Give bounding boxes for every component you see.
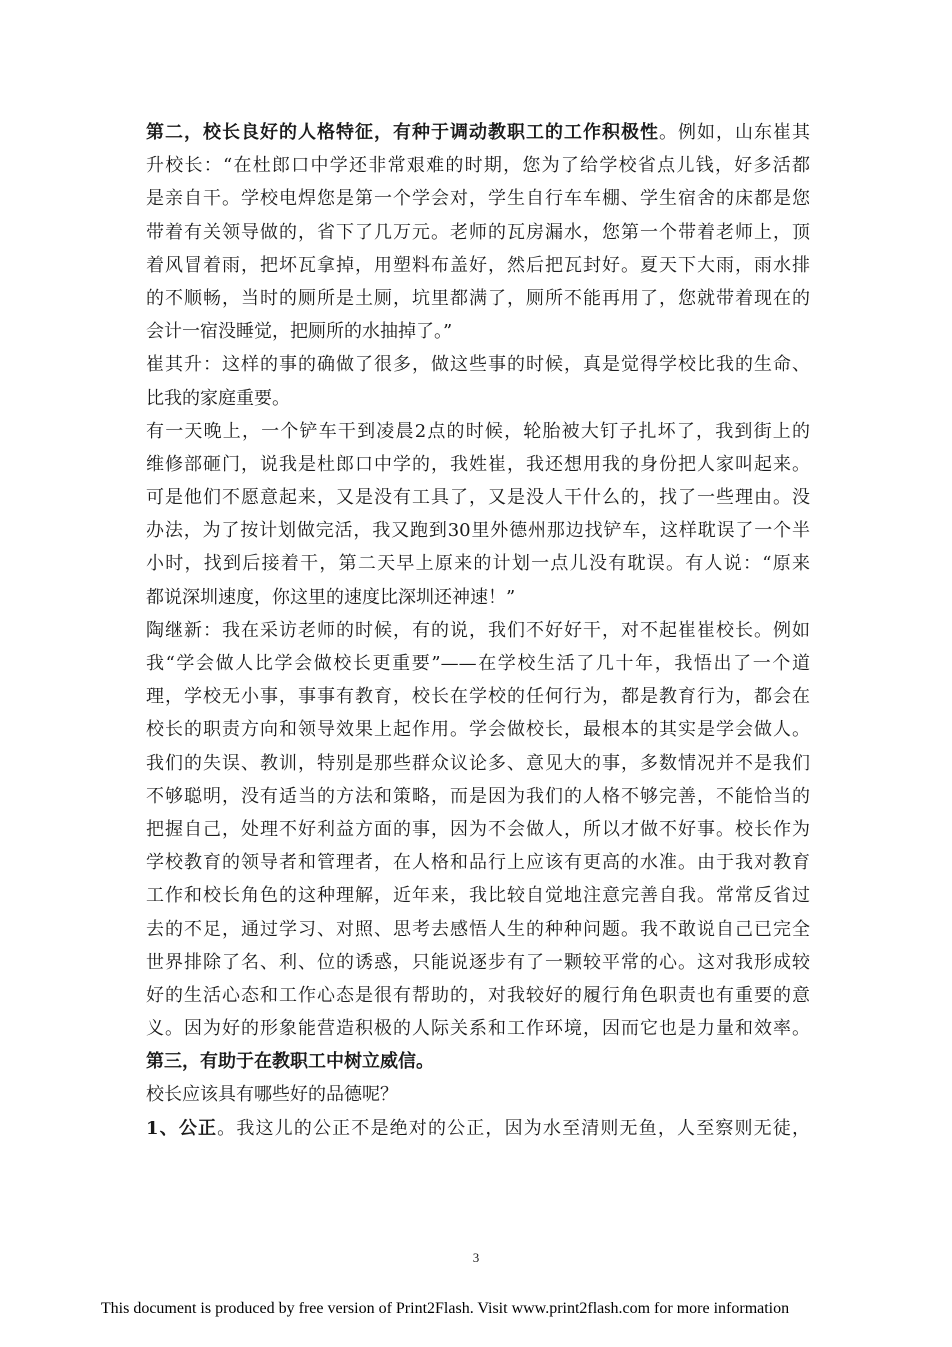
text-line (146, 846, 810, 879)
text-line (146, 680, 810, 713)
text-line (146, 216, 810, 249)
text-line (146, 1112, 810, 1145)
text-segment: 把握自己，处理不好利益方面的事，因为不会做人，所以才做不好事。校长作为 (146, 818, 810, 840)
text-line (146, 879, 810, 912)
text-segment: 崔其升：这样的事的确做了很多，做这些事的时候，真是觉得学校比我的生命、 (146, 354, 810, 376)
text-segment: 带着有关领导做的，省下了几万元。老师的瓦房漏水，您第一个带着老师上，顶 (146, 221, 810, 243)
page-number: 3 (472, 1250, 480, 1265)
text-line (146, 315, 810, 348)
text-segment: 理，学校无小事，事事有教育，校长在学校的任何行为，都是教育行为，都会在 (146, 686, 810, 708)
text-line (146, 448, 810, 481)
text-segment: 比我的家庭重要。 (146, 387, 290, 409)
text-segment: 小时，找到后接着干，第二天早上原来的计划一点儿没有耽误。有人说：“原来 (146, 553, 810, 575)
text-segment: 会计一宿没睡觉，把厕所的水抽掉了。” (146, 321, 453, 343)
text-line (146, 415, 810, 448)
text-line (146, 382, 810, 415)
text-line (146, 514, 810, 547)
text-line (146, 747, 810, 780)
text-line (146, 116, 810, 149)
text-segment: 有一天晚上，一个铲车干到凌晨2点的时候，轮胎被大钉子扎坏了，我到街上的 (146, 420, 810, 442)
text-line (146, 813, 810, 846)
text-segment: 我们的失误、教训，特别是那些群众议论多、意见大的事，多数情况并不是我们 (146, 752, 810, 774)
text-line (146, 913, 810, 946)
text-line (146, 780, 810, 813)
text-line (146, 1045, 810, 1078)
text-segment: 陶继新：我在采访老师的时候，有的说，我们不好好干，对不起崔崔校长。例如 (146, 619, 810, 641)
text-segment: 可是他们不愿意起来，又是没有工具了，又是没人干什么的，找了一些理由。没 (146, 487, 810, 509)
text-line (146, 1078, 810, 1111)
text-segment: 校长应该具有哪些好的品德呢？ (146, 1084, 398, 1106)
text-segment: 。例如，山东崔其 (659, 122, 810, 143)
text-segment: 是亲自干。学校电焊您是第一个学会对，学生自行车车棚、学生宿舍的床都是您 (146, 188, 810, 210)
text-segment: 我“学会做人比学会做校长更重要”——在学校生活了几十年，我悟出了一个道 (146, 653, 810, 674)
text-segment: 的不顺畅，当时的厕所是土厕，坑里都满了，厕所不能再用了，您就带着现在的 (146, 287, 810, 309)
print2flash-notice: This document is produced by free version of Print2Flash. Visit www.print2flash.com for more information (100, 1300, 790, 1317)
text-segment: 工作和校长角色的这种理解，近年来，我比较自觉地注意完善自我。常常反省过 (146, 885, 810, 907)
text-line (146, 979, 810, 1012)
bold-text-segment: 1、公正 (146, 1117, 218, 1139)
text-segment: 学校教育的领导者和管理者，在人格和品行上应该有更高的水准。由于我对教育 (146, 852, 810, 874)
text-line (146, 149, 810, 182)
bold-text-segment: 第二，校长良好的人格特征，有种于调动教职工的工作积极性 (146, 122, 659, 143)
text-line (146, 182, 810, 215)
text-line (146, 581, 810, 614)
text-segment: 。我这儿的公正不是绝对的公正，因为水至清则无鱼，人至察则无徒， (217, 1117, 810, 1139)
text-line (146, 946, 810, 979)
text-line (146, 249, 810, 282)
text-segment: 都说深圳速度，你这里的速度比深圳还神速！” (146, 586, 516, 608)
text-segment: 好的生活心态和工作心态是很有帮助的，对我较好的履行角色职责也有重要的意 (146, 984, 810, 1006)
text-segment: 维修部砸门，说我是杜郎口中学的，我姓崔，我还想用我的身份把人家叫起来。 (146, 453, 810, 475)
text-segment: 着风冒着雨，把坏瓦拿掉，用塑料布盖好，然后把瓦封好。夏天下大雨，雨水排 (146, 254, 810, 276)
text-segment: 不够聪明，没有适当的方法和策略，而是因为我们的人格不够完善，不能恰当的 (146, 785, 810, 807)
body-text (146, 116, 810, 1145)
text-segment: 校长的职责方向和领导效果上起作用。学会做校长，最根本的其实是学会做人。 (146, 719, 810, 741)
text-line (146, 647, 810, 680)
bold-text-segment: 第三，有助于在教职工中树立威信。 (146, 1051, 434, 1073)
text-segment: 去的不足，通过学习、对照、思考去感悟人生的种种问题。我不敢说自己已完全 (146, 918, 810, 940)
text-line (146, 1012, 810, 1045)
text-line (146, 547, 810, 580)
text-line (146, 481, 810, 514)
text-segment: 义。因为好的形象能营造积极的人际关系和工作环境，因而它也是力量和效率。 (146, 1018, 810, 1040)
text-line (146, 713, 810, 746)
text-line (146, 282, 810, 315)
text-segment: 办法，为了按计划做完活，我又跑到30里外德州那边找铲车，这样耽误了一个半 (146, 520, 810, 542)
text-line (146, 348, 810, 381)
text-line (146, 614, 810, 647)
text-segment: 升校长：“在杜郎口中学还非常艰难的时期，您为了给学校省点儿钱，好多活都 (146, 155, 810, 177)
text-segment: 世界排除了名、利、位的诱惑，只能说逐步有了一颗较平常的心。这对我形成较 (146, 951, 810, 973)
